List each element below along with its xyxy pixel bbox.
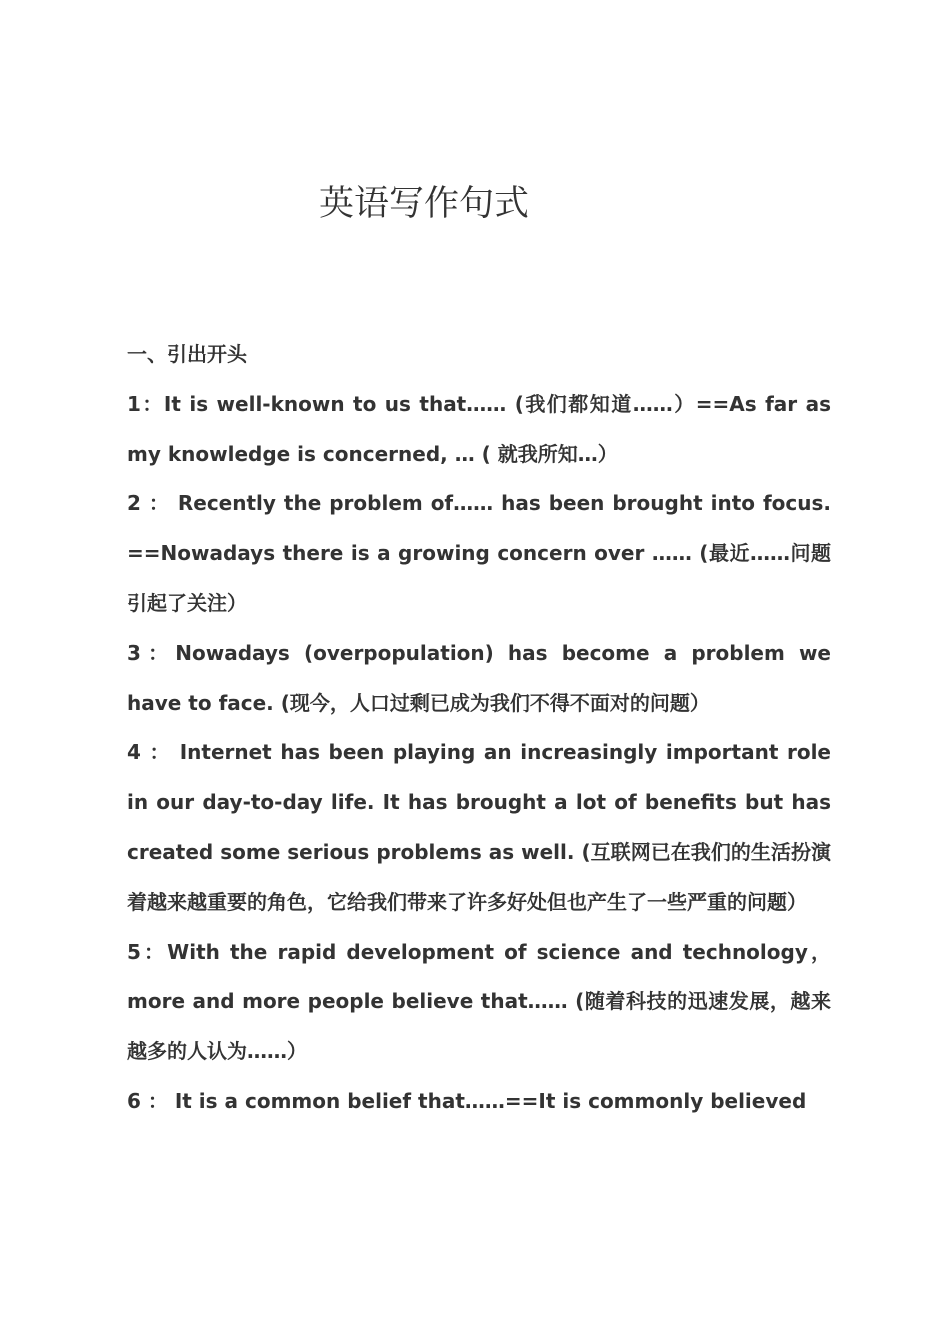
sentence-pattern-item: 6 ： It is a common belief that……==It is commonly believed	[127, 1088, 807, 1113]
sentence-pattern-item: 3：Nowadays (overpopulation) has become a problem we have to face. (现今，人口过剩已成为我们不得不面对的问题）	[127, 640, 831, 715]
section-heading: 一、引出开头	[127, 342, 247, 366]
document-title: 英语写作句式	[318, 184, 529, 224]
sentence-pattern-item: 5：With the rapid development of science and technology，more and more people believe that…… (随着科技的迅速发展，越来越多的人认为……）	[127, 939, 831, 1064]
document-body	[127, 330, 831, 1127]
sentence-pattern-item: 1：It is well-known to us that…… (我们都知道……）==As far as my knowledge is concerned, … ( 就我所知…）	[127, 391, 831, 466]
sentence-pattern-item: 2 ： Recently the problem of…… has been brought into focus. ==Nowadays there is a growing concern over …… (最近……问题引起了关注）	[127, 491, 831, 615]
sentence-pattern-item: 4 ： Internet has been playing an increasingly important role in our day-to-day life. It has brought a lot of benefits but has created some serious problems as well. (互联网已在我们的生活扮演着越来越重要的角色，它给我们带来了许多好处但也产生了一些严重的问题）	[127, 740, 831, 914]
